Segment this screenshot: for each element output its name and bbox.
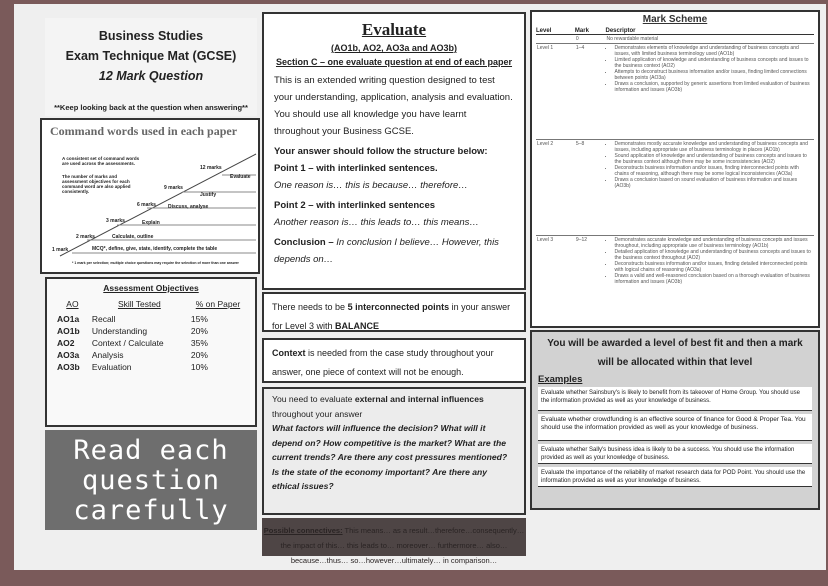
table-row xyxy=(536,236,814,326)
question-type: 12 Mark Question xyxy=(98,69,204,83)
point-1: Point 1 – with interlinked sentences. xyxy=(274,163,438,174)
ao-code: AO3a xyxy=(57,350,80,360)
step-marks: 3 marks xyxy=(106,218,125,224)
descriptor: • Draws a valid and well-reasoned conclusion based on a thorough evaluation of business information and issues (AO3b) xyxy=(614,273,813,285)
step-words: Discuss, analyse xyxy=(168,204,209,210)
mat-title: Exam Technique Mat (GCSE) xyxy=(65,49,237,63)
text: BALANCE xyxy=(335,321,380,331)
level: Level 3 xyxy=(536,236,575,326)
skill: Evaluation xyxy=(91,362,132,372)
example-question: Evaluate whether crowdfunding is an effective source of finance for Good & Proper Tea. You should use the information provided as well as your knowledge of business. xyxy=(538,414,812,441)
connectives-text: This means… as a result…therefore…consequently… the impact of this… this leads to… moreover… furthermore… also… because…thus… so…however…ultimately… in comparison… xyxy=(280,526,525,565)
mark-scheme-table xyxy=(536,28,814,326)
skill: Analysis xyxy=(91,350,124,360)
influence-questions: What factors will influence the decision? What will it depend on? How competitive is the market? What are the current trends? Are there any cost pressures mentioned? Is the state of the economy important? Are there any ethical issues? xyxy=(272,423,508,491)
ao-code: AO3b xyxy=(57,362,80,372)
ao-heading: Assessment Objectives xyxy=(103,283,199,293)
table-row xyxy=(536,44,814,140)
step-words: Explain xyxy=(142,220,160,226)
evaluate-box xyxy=(262,12,526,290)
step-marks: 1 mark xyxy=(52,247,69,253)
connectives-box xyxy=(262,518,526,565)
column-header: Mark xyxy=(575,28,606,35)
mark: 0 xyxy=(575,35,606,44)
table-row xyxy=(55,337,247,349)
column-header: Level xyxy=(536,28,575,35)
text: in your answer for Level 3 with xyxy=(272,302,511,331)
conclusion-example: In conclusion I believe… However, this depends on… xyxy=(274,237,499,265)
connectives-label: Possible connectives: xyxy=(263,526,343,535)
structure-label: Your answer should follow the structure below: xyxy=(274,146,488,157)
step-marks: 12 marks xyxy=(200,165,222,171)
descriptor: • Demonstrates elements of knowledge and understanding of business concepts and issues, with limited business terminology used (AO1b) xyxy=(614,45,813,57)
section-note: Section C – one evaluate question at end of each paper xyxy=(275,57,513,67)
points-box xyxy=(262,292,526,332)
title-box xyxy=(45,18,257,116)
assessment-objectives-box xyxy=(45,277,257,427)
ao-code: AO1b xyxy=(57,326,80,336)
step-words: MCQ*, define, give, state, identify, complete the table xyxy=(92,246,218,252)
text: throughout your answer xyxy=(272,408,363,419)
skill: Context / Calculate xyxy=(91,338,164,348)
mcq-footnote: * 1 mark per selection; multiple choice questions may require the selection of more than one answer xyxy=(72,261,239,265)
descriptor: • Attempts to deconstruct business information and/or issues, finding limited connections between points (AO3a) xyxy=(614,69,813,81)
conclusion-label: Conclusion – xyxy=(274,237,337,248)
mark-scheme-box xyxy=(530,10,820,328)
column-header: AO xyxy=(66,299,79,309)
ao-list: (AO1b, AO2, AO3a and AO3b) xyxy=(330,43,458,53)
descriptor: • Sound application of knowledge and understanding of business concepts and issues to the business context although there may be some inconsistencies (AO2) xyxy=(614,153,813,165)
step-words: Justify xyxy=(200,192,217,198)
descriptor: No rewardable material xyxy=(605,35,814,44)
example-question: Evaluate the importance of the reliability of market research data for POD Point. You should use the information provided as well as your knowledge of business. xyxy=(538,467,812,487)
skill: Recall xyxy=(91,314,116,324)
descriptor: • Detailed application of knowledge and understanding of business concepts and issues to the business context throughout (AO2) xyxy=(614,249,813,261)
ao-code: AO2 xyxy=(57,338,75,348)
step-words: Calculate, outline xyxy=(112,234,154,240)
subject-title: Business Studies xyxy=(98,29,204,43)
point-2-example: Another reason is… this leads to… this means… xyxy=(274,217,479,228)
table-row xyxy=(536,35,814,44)
table-row xyxy=(55,313,247,325)
descriptor: • Draws a conclusion, supported by generic assertions from limited evaluation of business information and issues (AO3b) xyxy=(614,81,813,93)
text: You need to evaluate xyxy=(272,394,355,404)
descriptor: • Draws a conclusion based on sound evaluation of business information and issues (AO3b) xyxy=(614,177,813,189)
mark: 1–4 xyxy=(575,44,606,140)
column-header: Skill Tested xyxy=(117,299,161,309)
step-words: Evaluate xyxy=(230,174,251,180)
evaluate-title: Evaluate xyxy=(361,20,427,39)
mark: 9–12 xyxy=(575,236,606,326)
examples-box xyxy=(530,330,820,510)
descriptor: • Deconstructs business information and/or issues, finding interconnected points with chains of reasoning, although there may be some logical inconsistencies (AO3a) xyxy=(614,165,813,177)
step-marks: 2 marks xyxy=(76,234,95,240)
best-fit-note: You will be awarded a level of best fit and then a mark will be allocated within that level xyxy=(547,338,803,368)
table-row xyxy=(55,349,247,361)
percent: 20% xyxy=(190,326,208,336)
level: Level 2 xyxy=(536,140,575,236)
descriptor: • Demonstrates mostly accurate knowledge and understanding of business concepts and issues, including appropriate use of business terminology in places (AO1b) xyxy=(614,141,813,153)
percent: 20% xyxy=(190,350,208,360)
read-question-banner: Read each question carefully xyxy=(45,430,257,530)
ao-code: AO1a xyxy=(57,314,80,324)
table-row xyxy=(55,361,247,373)
text: external and internal influences xyxy=(354,394,484,404)
influences-box xyxy=(262,387,526,515)
point-2: Point 2 – with interlinked sentences xyxy=(274,200,436,211)
level xyxy=(536,35,575,44)
text: Context xyxy=(272,348,306,358)
skill: Understanding xyxy=(91,326,148,336)
mark-scheme-title: Mark Scheme xyxy=(642,14,708,25)
command-words-bullet: A consistent set of command words are used across the assessments. xyxy=(62,156,140,166)
percent: 15% xyxy=(190,314,208,324)
context-box xyxy=(262,338,526,383)
descriptor: • Limited application of knowledge and understanding of business concepts and issues to the business context (AO2) xyxy=(614,57,813,69)
mark: 5–8 xyxy=(575,140,606,236)
command-words-box xyxy=(40,118,260,274)
column-header: % on Paper xyxy=(195,299,241,309)
example-question: Evaluate whether Sally's business idea is likely to be a success. You should use the information provided as well as your knowledge of business. xyxy=(538,444,812,464)
table-row xyxy=(536,140,814,236)
descriptor: • Deconstructs business information and/or issues, finding detailed interconnected points with logical chains of reasoning (AO3a) xyxy=(614,261,813,273)
intro-text: This is an extended writing question designed to test your understanding, application, analysis and evaluation. You should use all knowledge you have learnt throughout your Business GCSE. xyxy=(274,75,513,137)
step-marks: 9 marks xyxy=(164,185,183,191)
descriptor: • Demonstrates accurate knowledge and understanding of business concepts and issues throughout, including appropriate use of business terminology (AO1b) xyxy=(614,237,813,249)
percent: 35% xyxy=(190,338,208,348)
point-1-example: One reason is… this is because… therefore… xyxy=(274,180,468,191)
table-row xyxy=(55,325,247,337)
examples-heading: Examples xyxy=(538,374,583,385)
command-words-heading: Command words used in each paper xyxy=(50,124,238,138)
text: 5 interconnected points xyxy=(347,302,450,312)
conclusion xyxy=(274,234,514,268)
percent: 10% xyxy=(190,362,208,372)
text: There needs to be xyxy=(272,302,348,312)
example-question: Evaluate whether Sainsbury's is likely to benefit from its takeover of Home Group. You should use the information provided as well as your knowledge of business. xyxy=(538,387,812,411)
text: is needed from the case study throughout your answer, one piece of context will not be enough. xyxy=(272,348,494,377)
ao-table xyxy=(55,299,247,373)
column-header: Descriptor xyxy=(605,28,814,35)
step-marks: 6 marks xyxy=(137,202,156,208)
command-words-bullet: The number of marks and assessment objectives for each command word are also applied consistently. xyxy=(62,174,131,194)
reminder-note: **Keep looking back at the question when answering** xyxy=(54,103,248,112)
level: Level 1 xyxy=(536,44,575,140)
